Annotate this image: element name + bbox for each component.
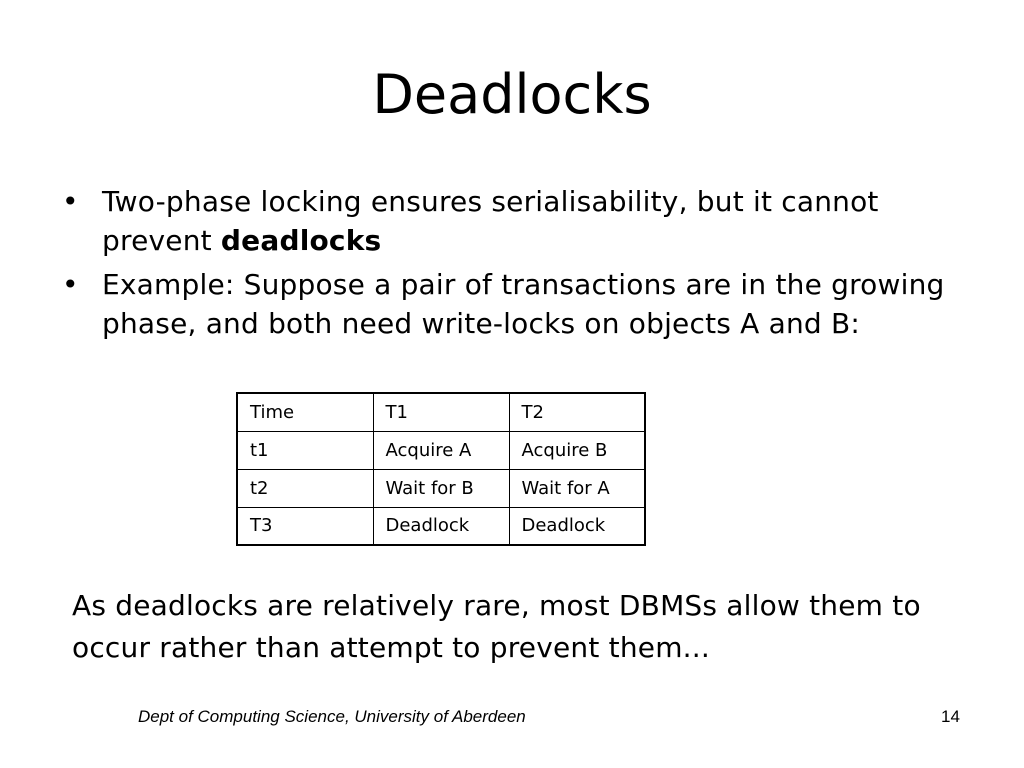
schedule-table	[236, 392, 646, 546]
bullet-dot-icon: •	[62, 268, 79, 301]
closing-note: As deadlocks are relatively rare, most DBMSs allow them to occur rather than attempt to prevent them...	[72, 589, 921, 664]
bullet-text: Example: Suppose a pair of transactions are in the growing phase, and both need write-locks on objects A and B:	[102, 268, 945, 340]
table-cell: Deadlock	[373, 507, 509, 545]
slide-title: Deadlocks	[372, 63, 652, 126]
table-cell: Acquire A	[373, 431, 509, 469]
bullet-dot-icon: •	[62, 185, 79, 218]
table-row	[237, 469, 645, 507]
page-number: 14	[941, 707, 960, 726]
table-header-cell: T1	[373, 393, 509, 431]
table-header-row	[237, 393, 645, 431]
bullet-text: Two-phase locking ensures serialisability, but it cannot prevent	[102, 185, 879, 257]
bullet-list	[62, 182, 962, 348]
table-header-cell: Time	[237, 393, 373, 431]
bullet-item	[62, 182, 962, 260]
footer-text: Dept of Computing Science, University of Aberdeen	[138, 707, 526, 726]
bullet-bold-text: deadlocks	[220, 224, 382, 257]
table-row	[237, 507, 645, 545]
table-cell: T3	[237, 507, 373, 545]
table-cell: Deadlock	[509, 507, 645, 545]
table-cell: t1	[237, 431, 373, 469]
table-cell: Acquire B	[509, 431, 645, 469]
table-header-cell: T2	[509, 393, 645, 431]
table-cell: t2	[237, 469, 373, 507]
table-cell: Wait for B	[373, 469, 509, 507]
bullet-item	[62, 265, 962, 343]
table-row	[237, 431, 645, 469]
table-cell: Wait for A	[509, 469, 645, 507]
